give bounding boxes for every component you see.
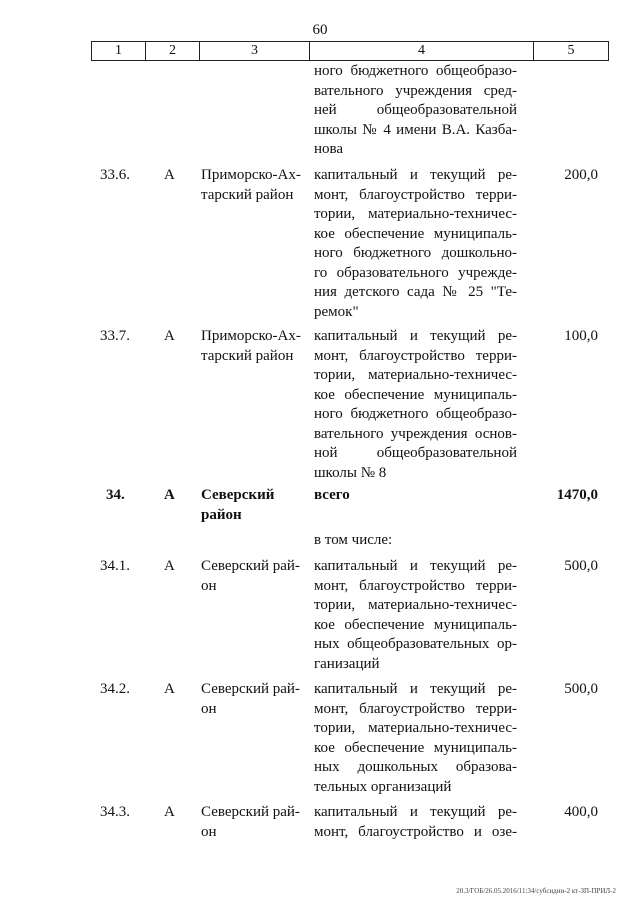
- desc-line: ремок": [314, 303, 359, 320]
- row-number: 34.1.: [100, 558, 130, 574]
- desc-line: тории, материально-техничес-: [314, 367, 517, 383]
- desc-line: тории, материально-техничес-: [314, 597, 517, 613]
- desc-line: тельных организаций: [314, 778, 452, 795]
- desc-line: капитальный и текущий ре-: [314, 328, 517, 344]
- desc-line: кое обеспечение муниципаль-: [314, 386, 517, 403]
- desc-line: монт, благоустройство терри-: [314, 700, 517, 717]
- row-sum: 500,0: [564, 681, 598, 697]
- row-type: А: [164, 167, 175, 183]
- district-line: он: [201, 700, 217, 717]
- row-district: [201, 327, 305, 366]
- desc-line: тории, материально-техничес-: [314, 206, 517, 222]
- row-type: А: [164, 487, 175, 503]
- district-line: Северский рай-: [201, 681, 300, 697]
- desc-line: нова: [314, 141, 344, 157]
- desc-line: кое обеспечение муниципаль-: [314, 225, 517, 242]
- desc-line: капитальный и текущий ре-: [314, 681, 517, 697]
- row-description: [314, 531, 517, 551]
- district-line: район: [201, 506, 242, 523]
- desc-line: всего: [314, 487, 350, 503]
- desc-line: го образовательного учрежде-: [314, 264, 517, 281]
- desc-line: капитальный и текущий ре-: [314, 558, 517, 574]
- desc-line: школы № 8: [314, 464, 387, 481]
- district-line: Северский: [201, 487, 275, 503]
- district-line: Приморско-Ах-: [201, 328, 301, 344]
- header-col-2: 2: [146, 42, 200, 60]
- footer-document-code: 20.3/ГОБ/26.05.2016/11:34/субсидии-2 кт-ЗП-ПРИЛ-2: [456, 887, 616, 895]
- header-col-1: 1: [92, 42, 146, 60]
- district-line: тарский район: [201, 347, 294, 364]
- row-type: А: [164, 328, 175, 344]
- district-line: Северский рай-: [201, 804, 300, 820]
- desc-line: вательного учреждения основ-: [314, 425, 517, 442]
- desc-line: монт, благоустройство и озе-: [314, 823, 517, 840]
- row-district: [201, 680, 305, 719]
- desc-line: монт, благоустройство терри-: [314, 577, 517, 594]
- row-number: 34.: [106, 487, 125, 503]
- desc-line: монт, благоустройство терри-: [314, 347, 517, 364]
- row-description: [314, 557, 517, 674]
- desc-line: в том числе:: [314, 532, 393, 548]
- row-description: [314, 680, 517, 797]
- page-number: 60: [312, 22, 328, 38]
- desc-line: кое обеспечение муниципаль-: [314, 739, 517, 756]
- row-sum: 500,0: [564, 558, 598, 574]
- desc-line: ного бюджетного общеобразо-: [314, 406, 517, 422]
- row-sum: 400,0: [564, 804, 598, 820]
- desc-line: монт, благоустройство терри-: [314, 186, 517, 203]
- row-number: 33.6.: [100, 167, 130, 183]
- desc-line: капитальный и текущий ре-: [314, 804, 517, 820]
- header-col-4: 4: [310, 42, 534, 60]
- row-number: 34.3.: [100, 804, 130, 820]
- row-sum: 1470,0: [556, 487, 598, 503]
- row-district: [201, 803, 305, 842]
- row-description: [314, 327, 517, 483]
- desc-line: ных дошкольных образова-: [314, 759, 517, 775]
- district-line: он: [201, 577, 217, 594]
- desc-line: ней общеобразовательной: [314, 102, 517, 118]
- row-district: [201, 166, 305, 205]
- desc-line: тории, материально-техничес-: [314, 720, 517, 736]
- row-description: [314, 166, 517, 322]
- desc-line: ного бюджетного дошкольно-: [314, 245, 517, 261]
- desc-line: ганизаций: [314, 655, 380, 672]
- row-description: [314, 803, 517, 842]
- desc-line: кое обеспечение муниципаль-: [314, 616, 517, 633]
- continuation-description: [314, 62, 517, 160]
- row-type: А: [164, 804, 175, 820]
- row-description: [314, 486, 517, 506]
- district-line: тарский район: [201, 186, 294, 203]
- table-header: [91, 41, 609, 61]
- row-type: А: [164, 558, 175, 574]
- row-type: А: [164, 681, 175, 697]
- desc-line: ния детского сада № 25 "Те-: [314, 284, 517, 300]
- row-district: [201, 557, 305, 596]
- row-sum: 100,0: [564, 328, 598, 344]
- district-line: Северский рай-: [201, 558, 300, 574]
- desc-line: ной общеобразовательной: [314, 445, 517, 461]
- header-col-5: 5: [567, 43, 575, 58]
- district-line: он: [201, 823, 217, 840]
- desc-line: ных общеобразовательных ор-: [314, 636, 517, 652]
- district-line: Приморско-Ах-: [201, 167, 301, 183]
- row-number: 33.7.: [100, 328, 130, 344]
- row-sum: 200,0: [564, 167, 598, 183]
- header-col-3: 3: [200, 42, 310, 60]
- desc-line: ного бюджетного общеобразо-: [314, 63, 517, 79]
- desc-line: вательного учреждения сред-: [314, 82, 517, 99]
- desc-line: школы № 4 имени В.А. Казба-: [314, 121, 517, 138]
- row-district: [201, 486, 305, 525]
- row-number: 34.2.: [100, 681, 130, 697]
- desc-line: капитальный и текущий ре-: [314, 167, 517, 183]
